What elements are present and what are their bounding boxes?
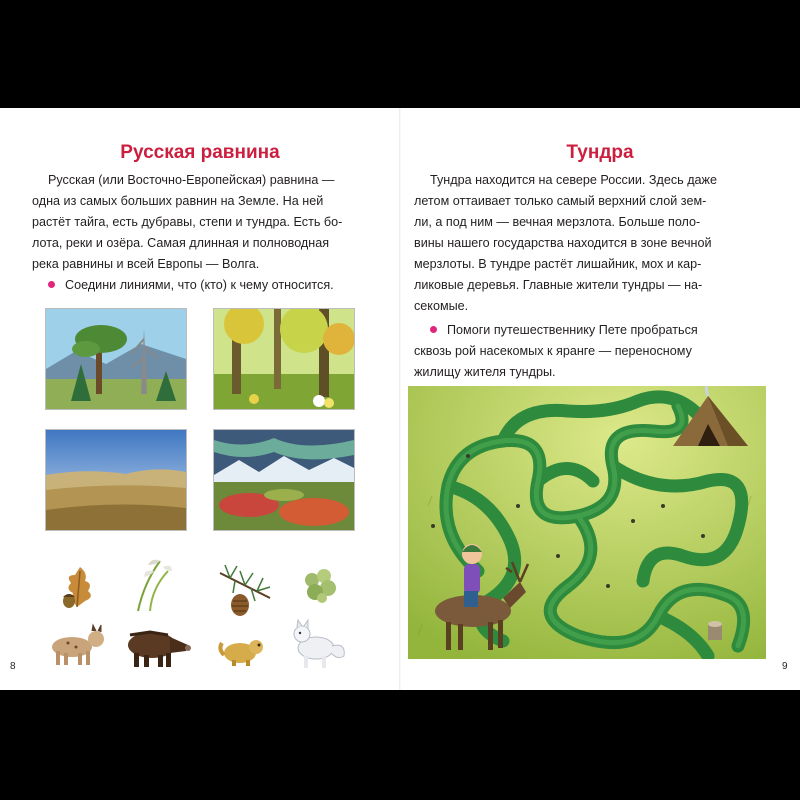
right-paragraph-line: секомые. — [414, 299, 469, 313]
taiga-picture — [45, 308, 187, 410]
right-task-text: Помоги путешественнику Пете пробраться — [447, 323, 698, 337]
right-task-line-first — [430, 320, 698, 341]
bullet-icon — [430, 326, 437, 333]
tundra-picture — [213, 429, 355, 531]
right-task-line: жилищу жителя тундры. — [414, 365, 556, 379]
steppe-picture — [45, 429, 187, 531]
right-paragraph-line: мерзлоты. В тундре растёт лишайник, мох и кар- — [414, 257, 702, 271]
left-paragraph-line: одна из самых больших равнин на Земле. На ней — [32, 194, 324, 208]
right-page-title: Тундра — [566, 142, 634, 163]
lichen-icon — [300, 566, 340, 606]
left-page — [0, 108, 400, 690]
left-paragraph-line: река равнины и всей Европы — Волга. — [32, 257, 260, 271]
feather-grass-icon — [130, 553, 175, 613]
lynx-icon — [38, 623, 106, 668]
boar-icon — [120, 623, 192, 669]
bullet-icon — [48, 281, 55, 288]
right-paragraph-line: ли, а под ним — вечная мерзлота. Больше поло- — [414, 215, 701, 229]
left-paragraph-line: Русская (или Восточно-Европейская) равнина — — [48, 173, 335, 187]
left-paragraph-line: растёт тайга, есть дубравы, степи и тундра. Есть бо- — [32, 215, 343, 229]
page-number: 9 — [782, 661, 788, 672]
right-page — [400, 108, 800, 690]
right-paragraph-line: вины нашего государства находится в зоне вечной — [414, 236, 712, 250]
page-number: 8 — [10, 661, 16, 672]
right-paragraph-line: Тундра находится на севере России. Здесь даже — [430, 173, 717, 187]
arctic-fox-icon — [288, 616, 348, 671]
left-paragraph-line: лота, реки и озёра. Самая длинная и полноводная — [32, 236, 330, 250]
left-task-text: Соедини линиями, что (кто) к чему относится. — [65, 278, 334, 292]
gopher-icon — [218, 633, 268, 668]
right-task-line: сквозь рой насекомых к яранге — переносному — [414, 344, 692, 358]
right-paragraph-line: летом оттаивает только самый верхний слой зем- — [414, 194, 707, 208]
pine-branch-cone-icon — [215, 563, 275, 618]
left-page-title: Русская равнина — [120, 142, 280, 163]
oak-leaf-acorn-icon — [55, 563, 105, 613]
stump — [708, 621, 722, 640]
book-spread — [0, 108, 800, 690]
right-paragraph-line: ликовые деревья. Главные жители тундры — на- — [414, 278, 703, 292]
oak-forest-picture — [213, 308, 355, 410]
maze-illustration[interactable] — [408, 386, 766, 659]
left-task — [48, 275, 334, 296]
